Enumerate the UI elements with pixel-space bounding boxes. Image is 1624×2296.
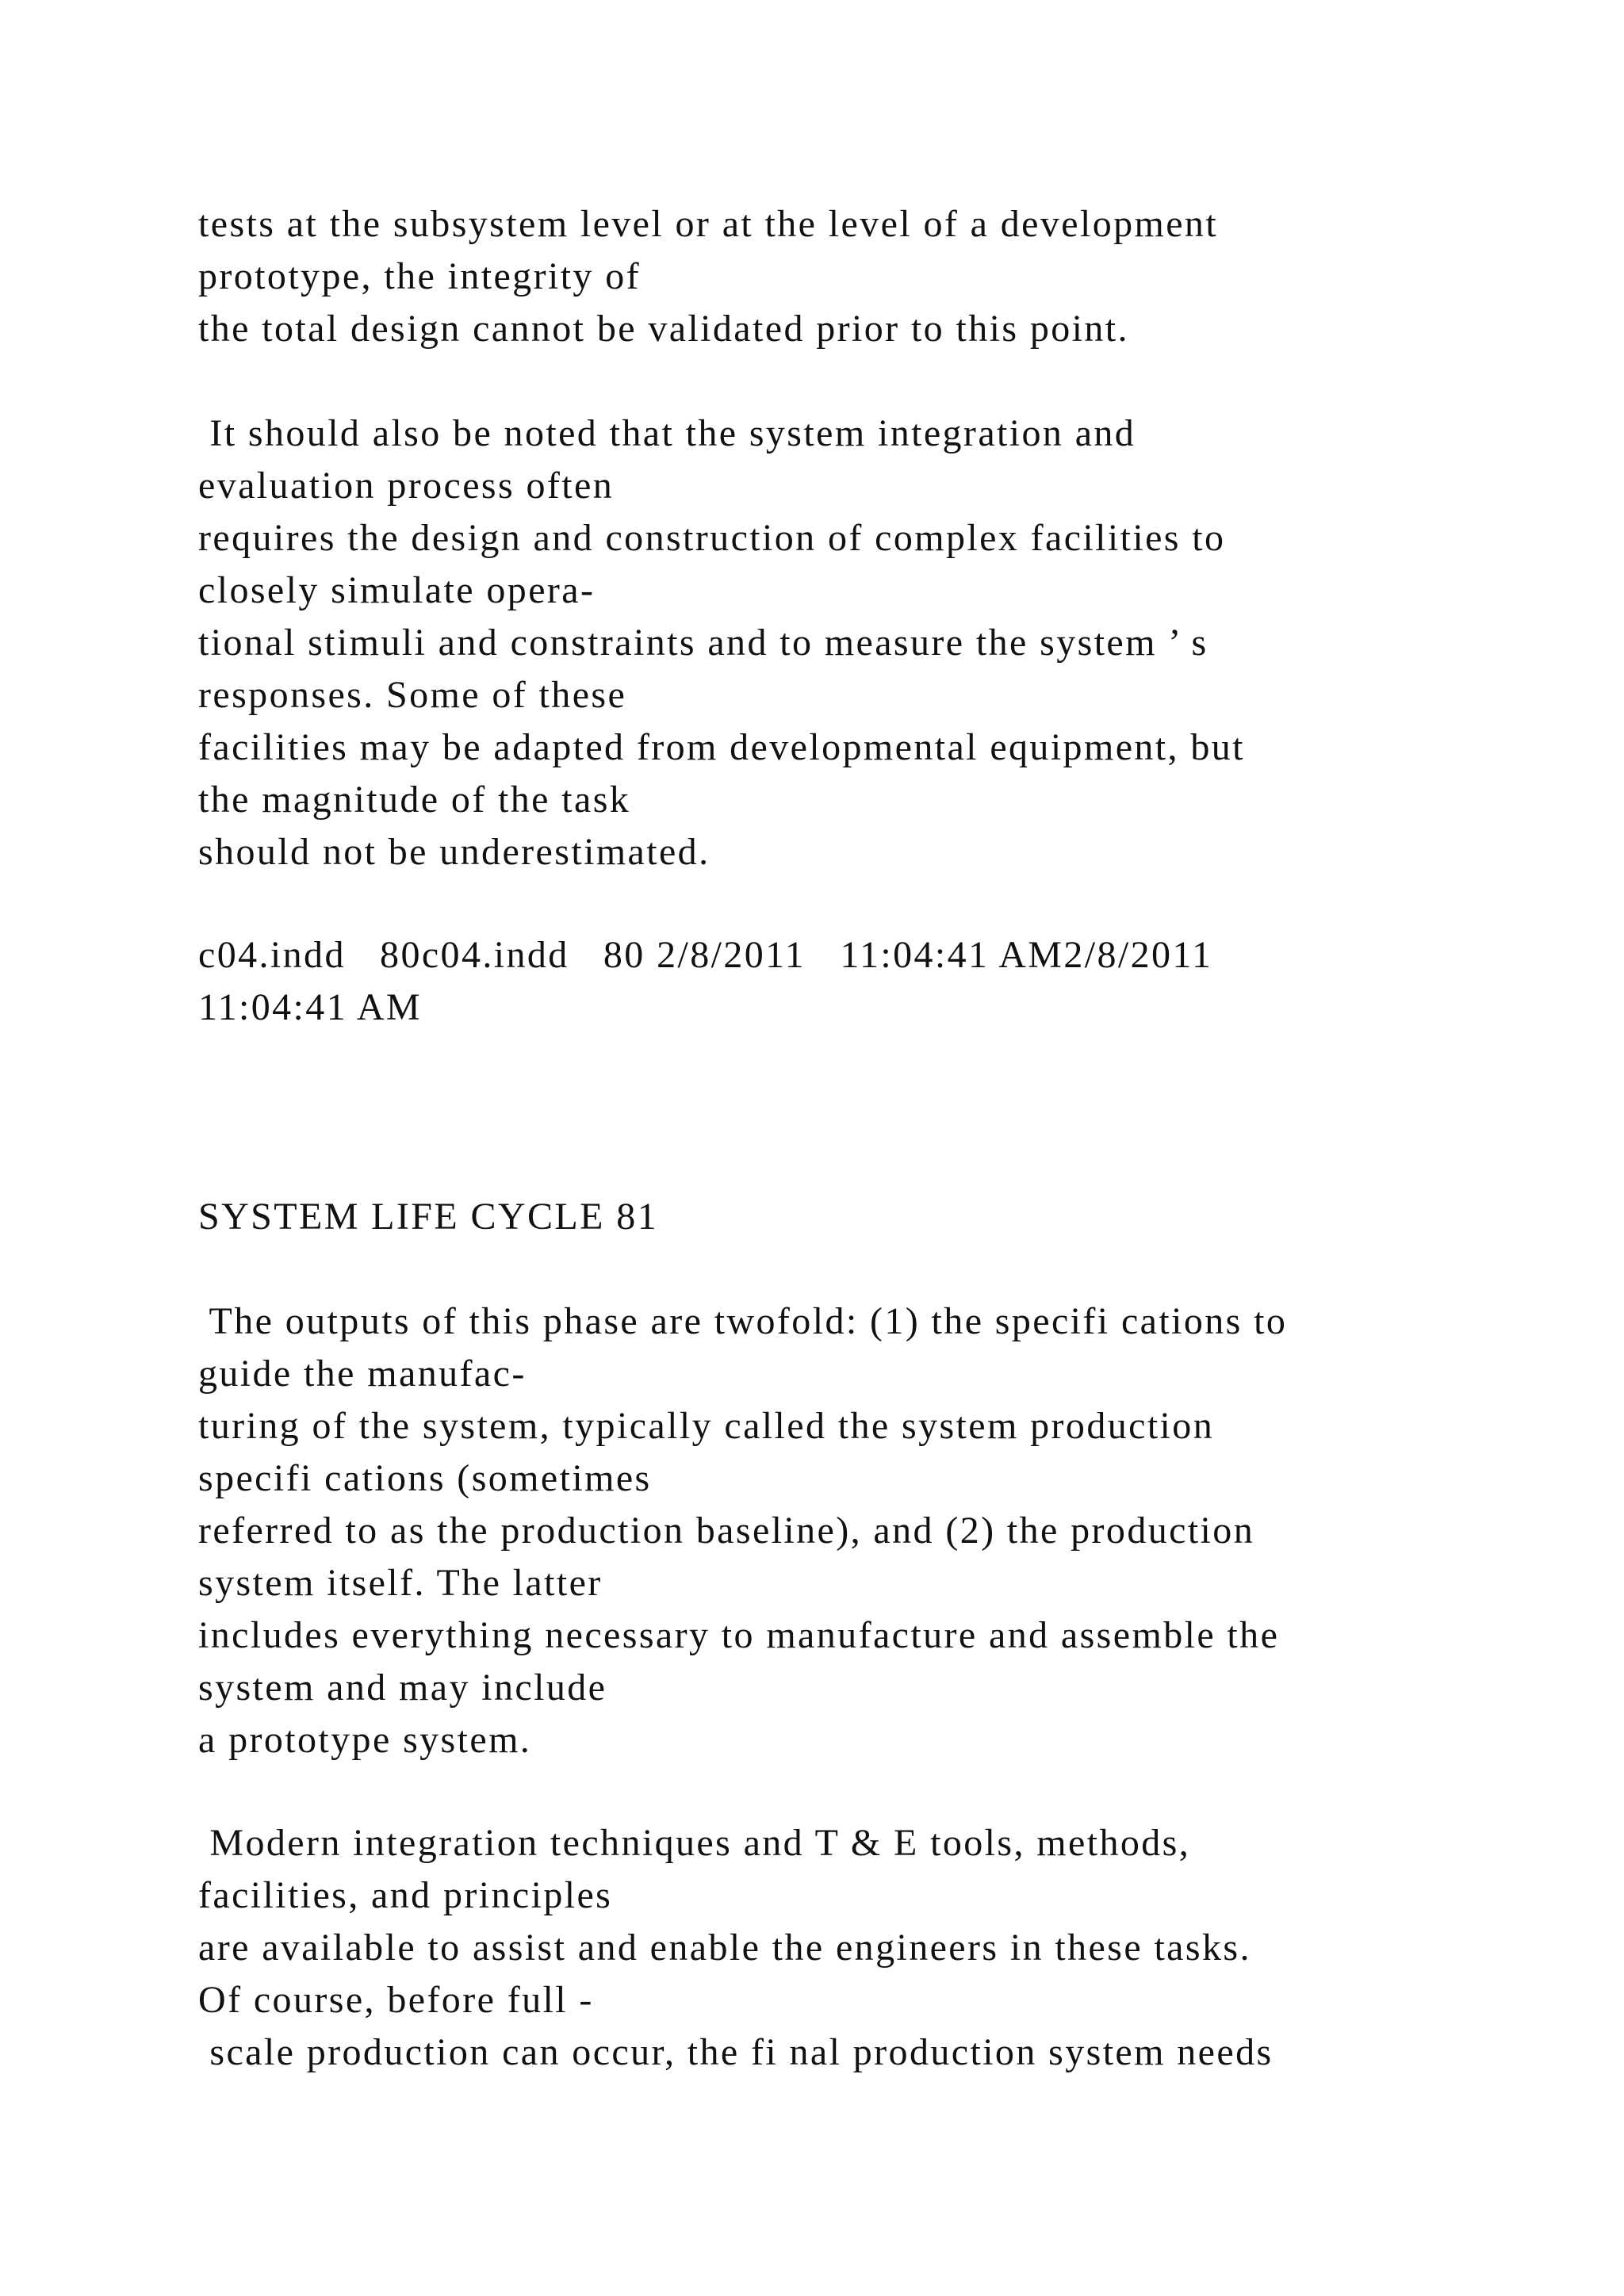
print-slug [198, 929, 1546, 1034]
running-header [198, 1191, 1546, 1243]
text-line: tional stimuli and constraints and to measure the system ’ s [198, 622, 1208, 664]
text-line: guide the manufac- [198, 1353, 527, 1395]
text-line: Of course, before full - [198, 1979, 594, 2021]
text-line: a prototype system. [198, 1719, 532, 1761]
text-line: scale production can occur, the fi nal production system needs [198, 2031, 1274, 2073]
paragraph-integrity [198, 198, 1546, 355]
text-line: system itself. The latter [198, 1562, 603, 1604]
text-line: turing of the system, typically called the system production [198, 1405, 1215, 1447]
text-line: the total design cannot be validated prior to this point. [198, 308, 1129, 350]
text-line: requires the design and construction of complex facilities to [198, 517, 1226, 559]
paragraph-integration-facilities [198, 408, 1546, 878]
text-line: includes everything necessary to manufacture and assemble the [198, 1614, 1280, 1656]
text-line: system and may include [198, 1667, 607, 1709]
text-line: referred to as the production baseline), and (2) the production [198, 1510, 1255, 1552]
text-line: facilities may be adapted from developmental equipment, but [198, 726, 1245, 768]
text-line: specifi cations (sometimes [198, 1457, 652, 1499]
text-line: 11:04:41 AM [198, 986, 422, 1028]
text-line: responses. Some of these [198, 674, 627, 716]
text-line: the magnitude of the task [198, 779, 631, 821]
text-line: prototype, the integrity of [198, 255, 642, 297]
text-line: It should also be noted that the system integration and [198, 412, 1136, 454]
text-line: c04.indd 80c04.indd 80 2/8/2011 11:04:41 AM2/8/2011 [198, 934, 1213, 976]
running-header-text: SYSTEM LIFE CYCLE 81 [198, 1196, 659, 1238]
paragraph-integration-techniques [198, 1817, 1546, 2079]
text-line: evaluation process often [198, 465, 615, 507]
text-line: are available to assist and enable the engineers in these tasks. [198, 1927, 1251, 1969]
paragraph-phase-outputs [198, 1295, 1546, 1766]
text-line: facilities, and principles [198, 1874, 613, 1916]
text-line: closely simulate opera- [198, 569, 596, 611]
text-line: should not be underestimated. [198, 831, 710, 873]
text-line: tests at the subsystem level or at the level of a development [198, 203, 1219, 245]
text-line: The outputs of this phase are twofold: (1) the specifi cations to [198, 1300, 1288, 1342]
text-line: Modern integration techniques and T & E tools, methods, [198, 1822, 1191, 1864]
